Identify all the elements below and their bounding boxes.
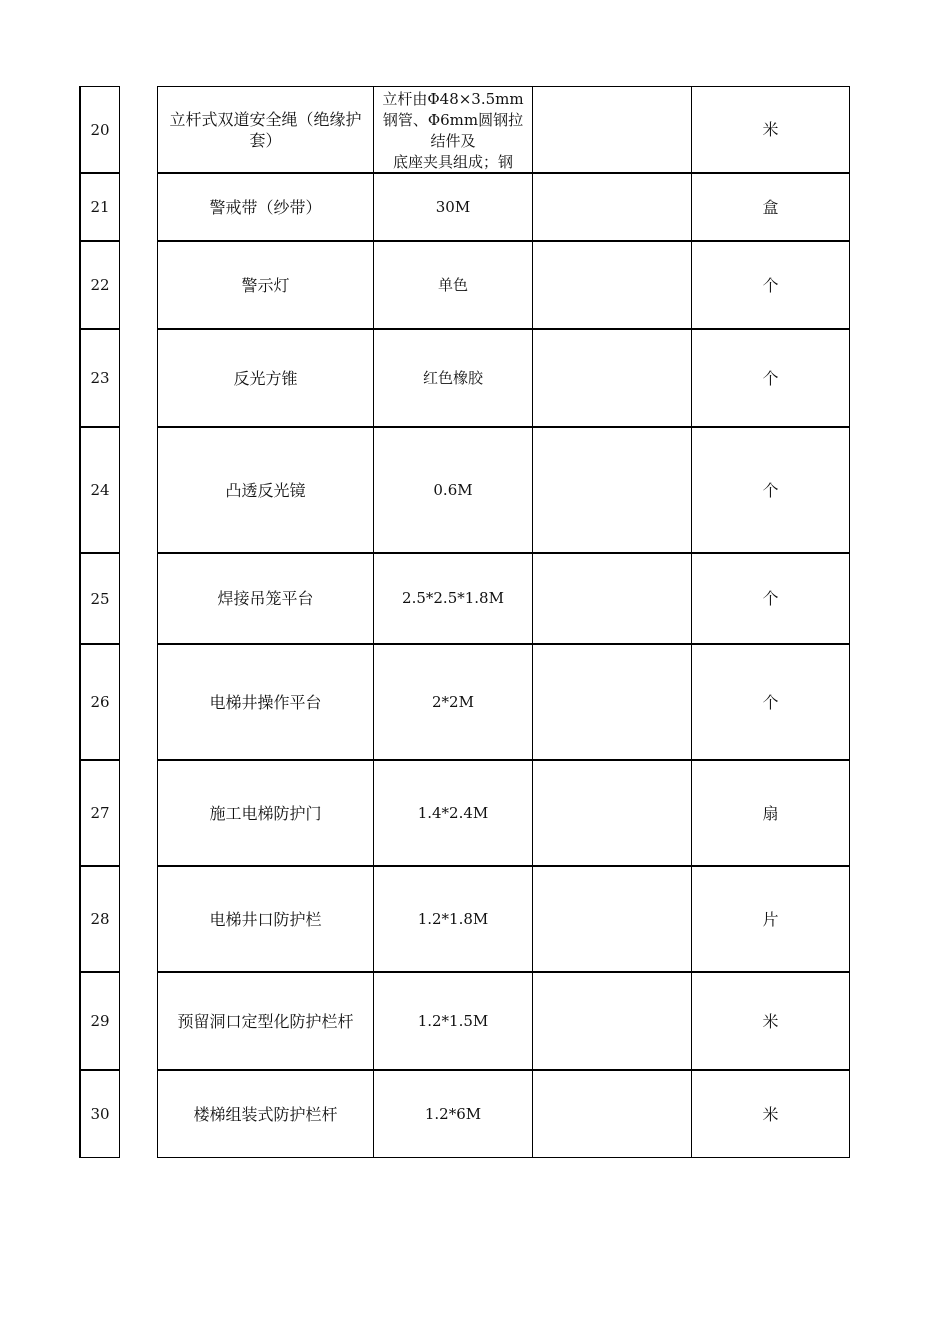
item-name-cell: 警戒带（纱带） bbox=[158, 174, 374, 240]
table-row bbox=[158, 242, 849, 330]
item-name-cell: 预留洞口定型化防护栏杆 bbox=[158, 973, 374, 1069]
table-row bbox=[158, 761, 849, 867]
item-name-cell: 焊接吊笼平台 bbox=[158, 554, 374, 643]
empty-cell bbox=[533, 867, 692, 971]
spec-cell bbox=[374, 87, 533, 172]
spec-cell: 30M bbox=[374, 174, 533, 240]
unit-cell: 个 bbox=[762, 368, 779, 388]
row-number-column bbox=[79, 86, 120, 1158]
unit-cell: 扇 bbox=[762, 803, 779, 823]
unit-cell: 个 bbox=[762, 275, 779, 295]
table-row bbox=[158, 554, 849, 645]
unit-cell: 片 bbox=[762, 909, 779, 929]
table-row bbox=[158, 330, 849, 428]
materials-table bbox=[157, 86, 850, 1158]
empty-cell bbox=[533, 242, 692, 328]
row-number: 23 bbox=[81, 330, 119, 428]
table-row bbox=[158, 867, 849, 973]
row-number: 22 bbox=[81, 242, 119, 330]
spec-cell: 单色 bbox=[374, 242, 533, 328]
row-number: 27 bbox=[81, 761, 119, 867]
row-number: 25 bbox=[81, 554, 119, 645]
item-name-cell: 施工电梯防护门 bbox=[158, 761, 374, 865]
spec-cell: 0.6M bbox=[374, 428, 533, 552]
spec-cell: 1.2*1.5M bbox=[374, 973, 533, 1069]
spec-cell: 1.4*2.4M bbox=[374, 761, 533, 865]
spec-cell: 1.2*6M bbox=[374, 1071, 533, 1157]
table-row bbox=[158, 645, 849, 761]
row-number: 28 bbox=[81, 867, 119, 973]
table-row bbox=[158, 973, 849, 1071]
unit-cell: 个 bbox=[762, 589, 779, 608]
row-number: 29 bbox=[81, 973, 119, 1071]
unit-cell: 米 bbox=[762, 120, 779, 139]
row-number: 30 bbox=[90, 1105, 110, 1123]
spec-cell: 红色橡胶 bbox=[374, 330, 533, 426]
spec-cell: 2.5*2.5*1.8M bbox=[374, 554, 533, 643]
empty-cell bbox=[533, 554, 692, 643]
spec-line: 底座夹具组成；钢 bbox=[392, 153, 513, 171]
empty-cell bbox=[533, 428, 692, 552]
row-number: 26 bbox=[81, 645, 119, 761]
table-row bbox=[158, 87, 849, 174]
item-name-cell: 凸透反光镜 bbox=[158, 428, 374, 552]
item-name-cell: 楼梯组装式防护栏杆 bbox=[158, 1071, 374, 1157]
item-name-cell: 警示灯 bbox=[158, 242, 374, 328]
unit-cell: 盒 bbox=[762, 197, 779, 217]
empty-cell bbox=[533, 761, 692, 865]
row-number: 21 bbox=[81, 174, 119, 242]
empty-cell bbox=[533, 330, 692, 426]
row-number: 20 bbox=[81, 87, 119, 174]
spec-line: 钢管、Φ6mm圆钢拉 bbox=[382, 111, 524, 129]
empty-cell bbox=[533, 645, 692, 759]
unit-cell: 个 bbox=[762, 480, 779, 500]
empty-cell bbox=[533, 174, 692, 240]
empty-cell bbox=[533, 973, 692, 1069]
unit-cell: 米 bbox=[762, 1011, 779, 1031]
empty-cell bbox=[533, 87, 692, 172]
spec-cell: 2*2M bbox=[374, 645, 533, 759]
empty-cell bbox=[533, 1071, 692, 1157]
spec-line: 立杆由Φ48×3.5mm bbox=[382, 90, 524, 108]
spec-cell: 1.2*1.8M bbox=[374, 867, 533, 971]
unit-cell: 个 bbox=[762, 692, 779, 712]
item-name-cell: 电梯井口防护栏 bbox=[158, 867, 374, 971]
item-name-cell: 电梯井操作平台 bbox=[158, 645, 374, 759]
table-row bbox=[158, 1071, 849, 1157]
row-number: 24 bbox=[81, 428, 119, 554]
table-row bbox=[158, 174, 849, 242]
item-name-cell: 反光方锥 bbox=[158, 330, 374, 426]
spec-line: 结件及 bbox=[430, 132, 476, 150]
unit-cell: 米 bbox=[762, 1104, 779, 1124]
item-name-cell: 立杆式双道安全绳（绝缘护套） bbox=[158, 87, 374, 172]
table-row bbox=[158, 428, 849, 554]
